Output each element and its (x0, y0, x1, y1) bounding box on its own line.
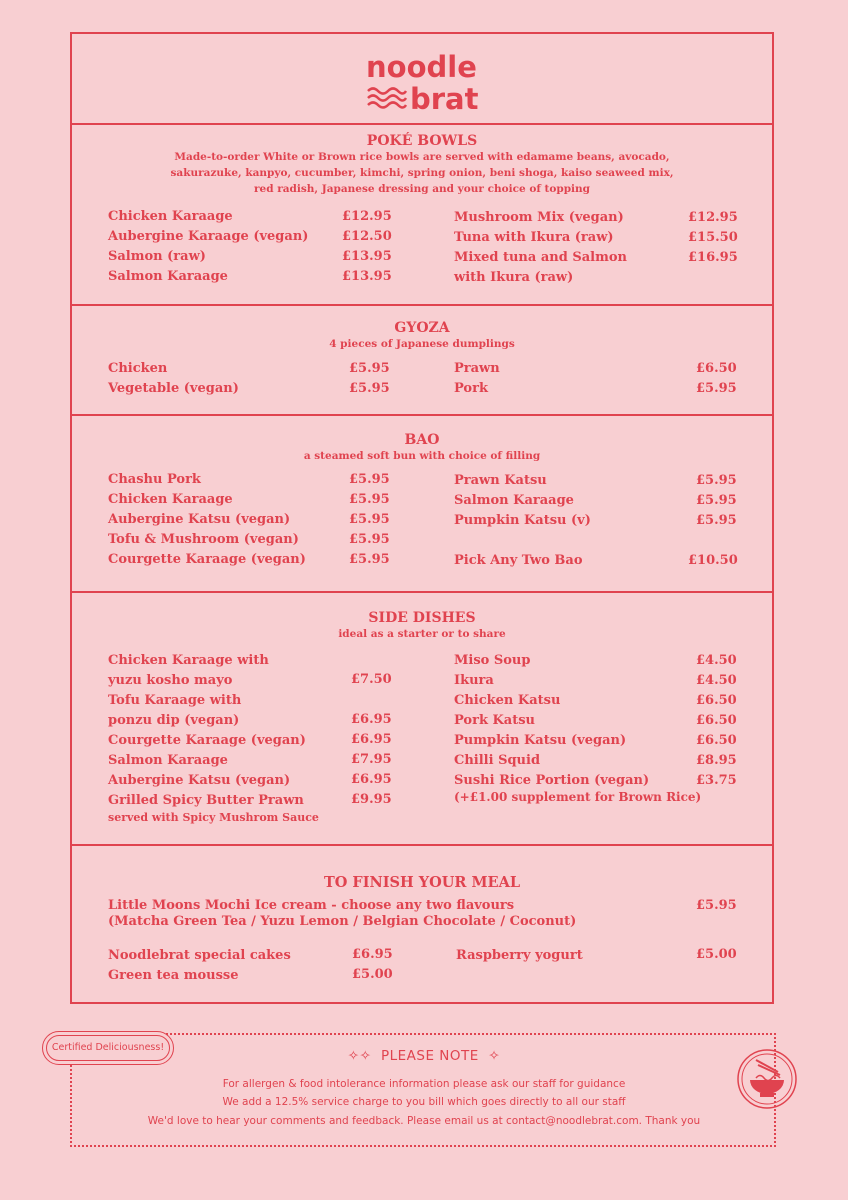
menu-item-name: Chicken Karaage (108, 492, 233, 507)
menu-item-name: Salmon Karaage (108, 269, 228, 284)
menu-item-name: Ikura (454, 673, 494, 688)
menu-item-name: Little Moons Mochi Ice cream - choose any two flavours (108, 898, 515, 913)
menu-item-price: £5.00 (696, 947, 737, 962)
section-subtitle: Made-to-order White or Brown rice bowls are served with edamame beans, avocado, (174, 151, 670, 163)
menu-item-name: Raspberry yogurt (456, 948, 583, 963)
note-line: For allergen & food intolerance information please ask our staff for guidance (222, 1078, 626, 1090)
menu-item-price: £5.00 (352, 967, 393, 982)
menu-item-name: Chicken Karaage (108, 209, 233, 224)
menu-item-name: Mushroom Mix (vegan) (454, 210, 624, 225)
menu-item-price: £3.75 (696, 773, 737, 788)
menu-item-price: £5.95 (696, 473, 737, 488)
menu-item-price: £5.95 (696, 493, 737, 508)
menu-item-price: £16.95 (688, 250, 738, 265)
menu-item-name: yuzu kosho mayo (108, 673, 233, 688)
waves-icon (366, 86, 408, 110)
menu-item-name: Aubergine Karaage (vegan) (108, 229, 309, 244)
section-poke-bowls (72, 123, 772, 305)
menu-item-price: £7.95 (351, 752, 392, 767)
menu-item-price: £5.95 (349, 512, 390, 527)
menu-item-name: Courgette Karaage (vegan) (108, 733, 306, 748)
menu-item-name: Grilled Spicy Butter Prawn (108, 793, 304, 808)
certified-badge-label: Certified Deliciousness! (46, 1035, 170, 1061)
section-finish-your-meal (72, 844, 772, 1006)
menu-item-price: £4.50 (696, 673, 737, 688)
menu-item-name: Chicken Katsu (454, 693, 561, 708)
menu-item-name: Courgette Karaage (vegan) (108, 552, 306, 567)
menu-item-price: £8.95 (696, 753, 737, 768)
menu-item-price: £6.95 (351, 772, 392, 787)
noodle-bowl-icon (736, 1048, 798, 1110)
section-subtitle: ideal as a starter or to share (338, 628, 506, 640)
section-title: GYOZA (394, 320, 450, 336)
menu-item-name: Chilli Squid (454, 753, 541, 768)
menu-item-name: Chashu Pork (108, 472, 201, 487)
menu-item-name: Noodlebrat special cakes (108, 948, 291, 963)
please-note-title (0, 1048, 848, 1064)
menu-item-name: Tofu & Mushroom (vegan) (108, 532, 299, 547)
menu-item-price: £5.95 (696, 381, 737, 396)
section-subtitle: 4 pieces of Japanese dumplings (329, 338, 515, 350)
menu-item-name: with Ikura (raw) (454, 270, 574, 285)
menu-item-price: £12.95 (688, 210, 738, 225)
menu-item-name: Prawn Katsu (454, 473, 547, 488)
menu-item-price: £10.50 (688, 553, 738, 568)
menu-item-name: ponzu dip (vegan) (108, 713, 240, 728)
menu-item-name: Tofu Karaage with (108, 693, 242, 708)
menu-item-price: £6.50 (696, 713, 737, 728)
menu-item-price: £12.95 (342, 209, 392, 224)
menu-item-name: Mixed tuna and Salmon (454, 250, 627, 265)
menu-item-name: Aubergine Katsu (vegan) (108, 512, 291, 527)
section-bao (72, 414, 772, 592)
menu-item-name: Miso Soup (454, 653, 531, 668)
menu-item-name: Salmon (raw) (108, 249, 206, 264)
section-title: POKÉ BOWLS (366, 133, 478, 149)
menu-item-price: £12.50 (342, 229, 392, 244)
menu-item-price: £5.95 (696, 898, 737, 913)
please-note-heading: PLEASE NOTE (380, 1048, 479, 1064)
menu-item-name: Sushi Rice Portion (vegan) (454, 773, 650, 788)
section-side-dishes (72, 591, 772, 845)
menu-item-name: Pick Any Two Bao (454, 553, 583, 568)
section-title: TO FINISH YOUR MEAL (323, 874, 521, 891)
menu-item-price: £5.95 (696, 513, 737, 528)
menu-item-name: Pork (454, 381, 488, 396)
menu-item-price: £5.95 (349, 381, 390, 396)
menu-item-price: £7.50 (351, 672, 392, 687)
menu-item-price: £13.95 (342, 249, 392, 264)
menu-item-price: £6.50 (696, 733, 737, 748)
section-subtitle: sakurazuke, kanpyo, cucumber, kimchi, spring onion, beni shoga, kaiso seaweed mix, (170, 167, 674, 179)
menu-item-price: £15.50 (688, 230, 738, 245)
note-line: We'd love to hear your comments and feedback. Please email us at contact@noodlebrat.com. Thank you (147, 1115, 701, 1127)
menu-item-price: £5.95 (349, 361, 390, 376)
menu-item-name: Chicken Karaage with (108, 653, 269, 668)
note-line: We add a 12.5% service charge to you bill which goes directly to all our staff (222, 1096, 626, 1108)
menu-item-name: Tuna with Ikura (raw) (454, 230, 614, 245)
menu-item-name: Salmon Karaage (454, 493, 574, 508)
menu-frame (70, 32, 774, 1004)
menu-item-price: £6.95 (352, 947, 393, 962)
logo-word-brat: brat (410, 82, 479, 116)
menu-item-price: £5.95 (349, 472, 390, 487)
menu-item-note: (+£1.00 supplement for Brown Rice) (454, 790, 702, 804)
logo (72, 34, 772, 124)
sparkle-icon: ✧✧ (347, 1048, 372, 1064)
menu-item-name: Chicken (108, 361, 168, 376)
menu-item-name: Pumpkin Katsu (vegan) (454, 733, 627, 748)
menu-item-price: £5.95 (349, 532, 390, 547)
menu-item-price: £9.95 (351, 792, 392, 807)
logo-word-noodle: noodle (366, 50, 477, 84)
section-title: SIDE DISHES (368, 610, 476, 626)
section-title: BAO (404, 432, 440, 448)
menu-item-price: £6.95 (351, 732, 392, 747)
menu-item-name: Aubergine Katsu (vegan) (108, 773, 291, 788)
menu-item-name: Salmon Karaage (108, 753, 228, 768)
menu-item-price: £4.50 (696, 653, 737, 668)
menu-item-price: £6.50 (696, 693, 737, 708)
menu-item-price: £13.95 (342, 269, 392, 284)
menu-item-note: (Matcha Green Tea / Yuzu Lemon / Belgian Chocolate / Coconut) (108, 914, 577, 929)
menu-item-price: £5.95 (349, 492, 390, 507)
section-subtitle: red radish, Japanese dressing and your choice of topping (254, 183, 590, 195)
menu-item-name: Pumpkin Katsu (v) (454, 513, 591, 528)
menu-item-name: Prawn (454, 361, 500, 376)
menu-item-name: Pork Katsu (454, 713, 535, 728)
menu-item-name: Green tea mousse (108, 968, 239, 983)
menu-item-price: £5.95 (349, 552, 390, 567)
section-subtitle: a steamed soft bun with choice of filling (303, 450, 541, 462)
menu-item-price: £6.95 (351, 712, 392, 727)
section-gyoza (72, 304, 772, 416)
menu-item-price: £6.50 (696, 361, 737, 376)
menu-item-name: Vegetable (vegan) (108, 381, 239, 396)
sparkle-icon: ✧ (488, 1048, 501, 1064)
menu-item-note: served with Spicy Mushrom Sauce (108, 811, 319, 824)
